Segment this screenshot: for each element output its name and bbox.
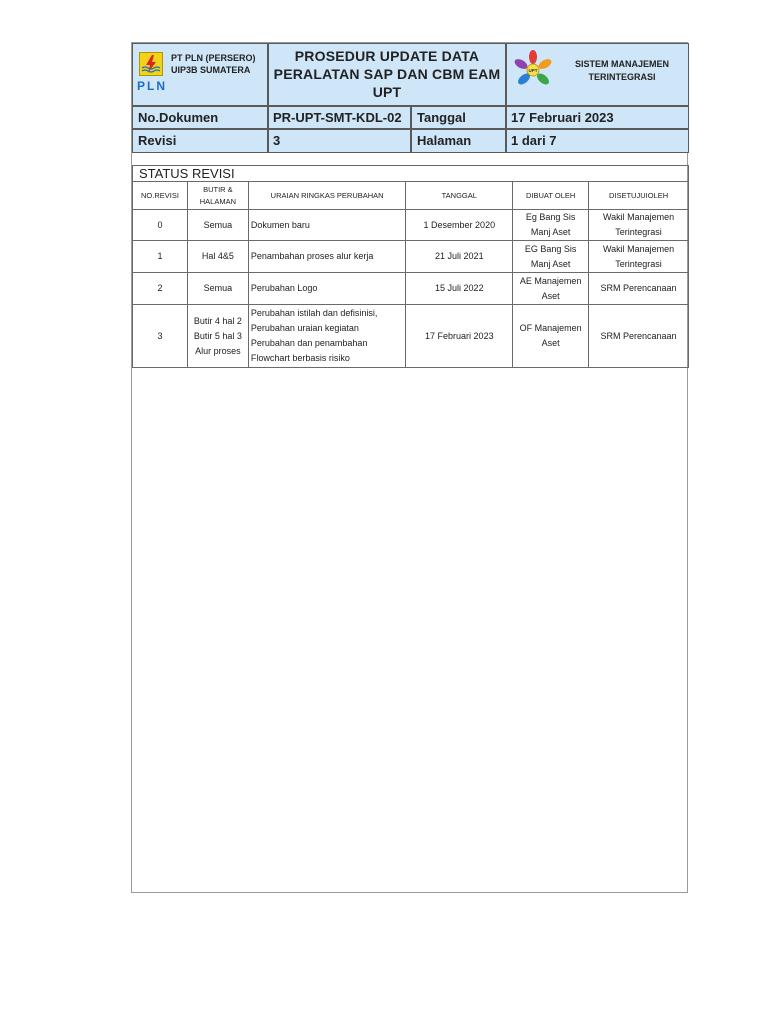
- table-body: [133, 210, 689, 368]
- cell-disetujui-oleh: SRM Perencanaan: [589, 305, 689, 368]
- cell-tanggal: 21 Juli 2021: [406, 241, 513, 273]
- revision-status-table: [132, 165, 689, 368]
- cell-disetujui-oleh: Wakil Manajemen Terintegrasi: [589, 210, 689, 241]
- system-line-2: TERINTEGRASI: [588, 72, 656, 82]
- document-page: [131, 42, 688, 893]
- pln-logo-text: PLN: [137, 79, 167, 93]
- system-line-1: SISTEM MANAJEMEN: [574, 59, 669, 69]
- col-no-revisi-header: NO.REVISI: [133, 182, 188, 210]
- company-name: [171, 52, 256, 76]
- document-title: [268, 43, 506, 106]
- cell-uraian: Dokumen baru: [248, 210, 406, 241]
- revision-value: 3: [268, 129, 411, 153]
- table-row: [133, 273, 689, 305]
- cell-uraian: Perubahan Logo: [248, 273, 406, 305]
- document-header: [132, 43, 689, 155]
- cell-tanggal: 17 Februari 2023: [406, 305, 513, 368]
- cell-disetujui-oleh: Wakil Manajemen Terintegrasi: [589, 241, 689, 273]
- table-row: [133, 241, 689, 273]
- cell-uraian: Penambahan proses alur kerja: [248, 241, 406, 273]
- date-label: Tanggal: [411, 106, 506, 129]
- cell-tanggal: 1 Desember 2020: [406, 210, 513, 241]
- status-title-row: [133, 166, 689, 182]
- cell-tanggal: 15 Juli 2022: [406, 273, 513, 305]
- page-label: Halaman: [411, 129, 506, 153]
- system-logo-label: UPT: [528, 68, 538, 73]
- company-line-2: UIP3B SUMATERA: [171, 65, 251, 75]
- cell-no-revisi: 3: [133, 305, 188, 368]
- table-row: [133, 210, 689, 241]
- date-value: 17 Februari 2023: [506, 106, 689, 129]
- revision-label: Revisi: [132, 129, 268, 153]
- system-cell: [506, 43, 689, 106]
- cell-uraian: Perubahan istilah dan defisinisi, Perubahan uraian kegiatan Perubahan dan penambahan Flowchart berbasis risiko: [248, 305, 406, 368]
- title-line-2: PERALATAN SAP DAN CBM EAM: [273, 66, 501, 82]
- system-name: [559, 58, 685, 84]
- cell-no-revisi: 1: [133, 241, 188, 273]
- cell-butir-halaman: Semua: [187, 210, 248, 241]
- cell-butir-halaman: Butir 4 hal 2 Butir 5 hal 3 Alur proses: [187, 305, 248, 368]
- pln-logo-icon: [139, 52, 163, 76]
- cell-dibuat-oleh: AE Manajemen Aset: [513, 273, 589, 305]
- status-title: STATUS REVISI: [133, 166, 689, 182]
- system-logo-icon: [514, 50, 552, 90]
- title-line-1: PROSEDUR UPDATE DATA: [294, 48, 480, 64]
- cell-disetujui-oleh: SRM Perencanaan: [589, 273, 689, 305]
- cell-butir-halaman: Hal 4&5: [187, 241, 248, 273]
- table-row: [133, 305, 689, 368]
- col-butir-halaman-header: BUTIR & HALAMAN: [187, 182, 248, 210]
- col-tanggal-header: TANGGAL: [406, 182, 513, 210]
- cell-dibuat-oleh: Eg Bang Sis Manj Aset: [513, 210, 589, 241]
- company-logo-cell: [132, 43, 268, 106]
- cell-no-revisi: 2: [133, 273, 188, 305]
- doc-number-label: No.Dokumen: [132, 106, 268, 129]
- col-disetujui-oleh-header: DISETUJUIOLEH: [589, 182, 689, 210]
- company-line-1: PT PLN (PERSERO): [171, 53, 256, 63]
- title-line-3: UPT: [372, 84, 402, 100]
- cell-dibuat-oleh: OF Manajemen Aset: [513, 305, 589, 368]
- page-value: 1 dari 7: [506, 129, 689, 153]
- col-uraian-header: URAIAN RINGKAS PERUBAHAN: [248, 182, 406, 210]
- col-dibuat-oleh-header: DIBUAT OLEH: [513, 182, 589, 210]
- doc-number-value: PR-UPT-SMT-KDL-02: [268, 106, 411, 129]
- cell-dibuat-oleh: EG Bang Sis Manj Aset: [513, 241, 589, 273]
- table-header-row: [133, 182, 689, 210]
- cell-no-revisi: 0: [133, 210, 188, 241]
- cell-butir-halaman: Semua: [187, 273, 248, 305]
